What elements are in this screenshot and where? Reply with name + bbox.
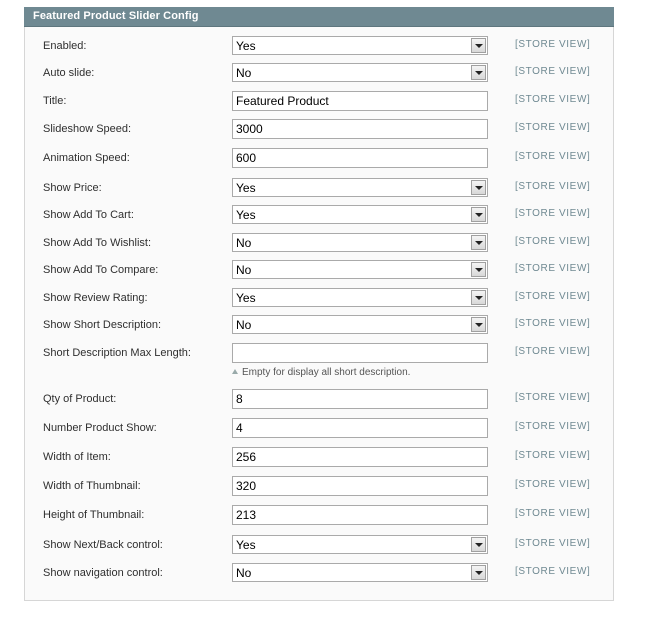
field-row xyxy=(24,148,614,168)
scope-label: [STORE VIEW] xyxy=(515,263,591,274)
scope-label: [STORE VIEW] xyxy=(515,208,591,219)
field-row xyxy=(24,260,614,280)
field-row xyxy=(24,343,614,378)
field-row xyxy=(24,315,614,335)
field-input[interactable] xyxy=(232,119,488,139)
scope-label: [STORE VIEW] xyxy=(515,538,591,549)
field-select[interactable] xyxy=(232,178,488,197)
field-label: Show Short Description: xyxy=(43,319,161,331)
panel-header[interactable] xyxy=(24,7,614,27)
chevron-down-icon[interactable] xyxy=(471,235,486,250)
scope-label: [STORE VIEW] xyxy=(515,479,591,490)
input-value: 3000 xyxy=(236,122,263,136)
input-value: 320 xyxy=(236,479,257,493)
field-input[interactable] xyxy=(232,148,488,168)
scope-label: [STORE VIEW] xyxy=(515,346,591,357)
field-row xyxy=(24,288,614,308)
field-row xyxy=(24,233,614,253)
input-value: 213 xyxy=(236,508,257,522)
scope-label: [STORE VIEW] xyxy=(515,39,591,50)
scope-label: [STORE VIEW] xyxy=(515,450,591,461)
field-row xyxy=(24,389,614,409)
field-input[interactable] xyxy=(232,505,488,525)
scope-label: [STORE VIEW] xyxy=(515,318,591,329)
field-row xyxy=(24,36,614,56)
field-row xyxy=(24,418,614,438)
field-select[interactable] xyxy=(232,260,488,279)
select-value: No xyxy=(236,66,252,80)
field-row xyxy=(24,535,614,555)
scope-label: [STORE VIEW] xyxy=(515,66,591,77)
input-value: Featured Product xyxy=(236,94,329,108)
field-input[interactable] xyxy=(232,389,488,409)
scope-label: [STORE VIEW] xyxy=(515,94,591,105)
field-label: Qty of Product: xyxy=(43,393,117,405)
field-label: Height of Thumbnail: xyxy=(43,509,145,521)
chevron-down-icon[interactable] xyxy=(471,207,486,222)
field-select[interactable] xyxy=(232,563,488,582)
input-value: 4 xyxy=(236,421,243,435)
field-label: Show Price: xyxy=(43,182,102,194)
field-label: Width of Item: xyxy=(43,451,111,463)
select-value: Yes xyxy=(236,291,256,305)
field-row xyxy=(24,447,614,467)
field-select[interactable] xyxy=(232,288,488,307)
select-value: Yes xyxy=(236,208,256,222)
field-row xyxy=(24,119,614,139)
field-label: Number Product Show: xyxy=(43,422,157,434)
field-row xyxy=(24,563,614,583)
input-value: 8 xyxy=(236,392,243,406)
scope-label: [STORE VIEW] xyxy=(515,392,591,403)
field-label: Slideshow Speed: xyxy=(43,123,132,135)
input-value: 600 xyxy=(236,151,257,165)
field-label: Title: xyxy=(43,95,67,107)
field-label: Width of Thumbnail: xyxy=(43,480,141,492)
field-row xyxy=(24,205,614,225)
scope-label: [STORE VIEW] xyxy=(515,508,591,519)
field-row xyxy=(24,91,614,111)
field-row xyxy=(24,505,614,525)
select-value: Yes xyxy=(236,181,256,195)
field-input[interactable] xyxy=(232,447,488,467)
panel-title: Featured Product Slider Config xyxy=(33,10,199,22)
field-label: Auto slide: xyxy=(43,67,95,79)
input-value: 256 xyxy=(236,450,257,464)
scope-label: [STORE VIEW] xyxy=(515,151,591,162)
config-panel xyxy=(24,7,614,601)
field-input[interactable] xyxy=(232,343,488,363)
field-select[interactable] xyxy=(232,315,488,334)
field-label: Enabled: xyxy=(43,40,87,52)
field-label: Show Add To Cart: xyxy=(43,209,134,221)
field-row xyxy=(24,476,614,496)
field-select[interactable] xyxy=(232,205,488,224)
select-value: Yes xyxy=(236,538,256,552)
field-row xyxy=(24,178,614,198)
select-value: No xyxy=(236,566,252,580)
field-select[interactable] xyxy=(232,535,488,554)
note-text: Empty for display all short description. xyxy=(242,367,411,378)
scope-label: [STORE VIEW] xyxy=(515,236,591,247)
field-label: Show navigation control: xyxy=(43,567,163,579)
chevron-down-icon[interactable] xyxy=(471,180,486,195)
chevron-down-icon[interactable] xyxy=(471,65,486,80)
field-row xyxy=(24,63,614,83)
field-label: Animation Speed: xyxy=(43,152,130,164)
field-input[interactable] xyxy=(232,418,488,438)
scope-label: [STORE VIEW] xyxy=(515,566,591,577)
select-value: No xyxy=(236,318,252,332)
field-label: Show Add To Compare: xyxy=(43,264,159,276)
field-note xyxy=(232,367,410,379)
chevron-down-icon[interactable] xyxy=(471,290,486,305)
field-label: Show Add To Wishlist: xyxy=(43,237,152,249)
select-value: Yes xyxy=(236,39,256,53)
scope-label: [STORE VIEW] xyxy=(515,181,591,192)
chevron-down-icon[interactable] xyxy=(471,262,486,277)
field-label: Show Review Rating: xyxy=(43,292,148,304)
field-select[interactable] xyxy=(232,233,488,252)
caret-up-icon xyxy=(232,369,238,374)
chevron-down-icon[interactable] xyxy=(471,317,486,332)
scope-label: [STORE VIEW] xyxy=(515,122,591,133)
scope-label: [STORE VIEW] xyxy=(515,291,591,302)
field-select[interactable] xyxy=(232,63,488,82)
select-value: No xyxy=(236,263,252,277)
chevron-down-icon[interactable] xyxy=(471,565,486,580)
scope-label: [STORE VIEW] xyxy=(515,421,591,432)
field-label: Short Description Max Length: xyxy=(43,347,191,359)
chevron-down-icon[interactable] xyxy=(471,38,486,53)
chevron-down-icon[interactable] xyxy=(471,537,486,552)
field-select[interactable] xyxy=(232,36,488,55)
field-label: Show Next/Back control: xyxy=(43,539,163,551)
field-input[interactable] xyxy=(232,91,488,111)
select-value: No xyxy=(236,236,252,250)
field-input[interactable] xyxy=(232,476,488,496)
